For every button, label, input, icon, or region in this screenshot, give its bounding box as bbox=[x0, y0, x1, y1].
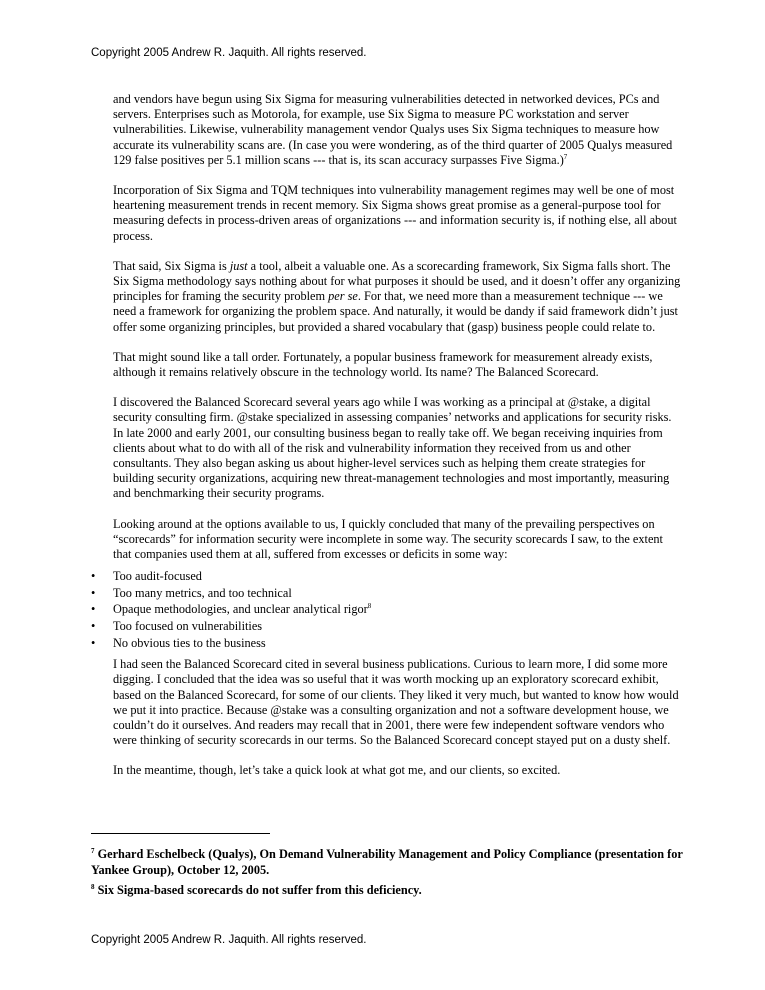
deficiency-list bbox=[91, 568, 681, 651]
paragraph-3-part-c: . For that, we need more than a measurement technique --- we need a framework for organizing the problem space. And naturally, it would be dandy if said framework didn’t just offer some organizing principles, but provided a shared vocabulary that (gasp) business people could relate to. bbox=[113, 289, 678, 334]
paragraph-3-part-a: That said, Six Sigma is bbox=[113, 258, 230, 273]
page-header: Copyright 2005 Andrew R. Jaquith. All rights reserved. bbox=[91, 47, 367, 59]
paragraph-5: I discovered the Balanced Scorecard several years ago while I was working as a principal at @stake, a digital security consulting firm. @stake specialized in assessing companies’ networks and applications for security risks. In late 2000 and early 2001, our consulting business began to really take off. We began receiving inquiries from clients about what to do with all of the risk and vulnerability information they received from us and other consultants. They also began asking us about higher-level services such as helping them create strategies for building security organizations, acquiring new threat-management technologies and most importantly, measuring and benchmarking their security programs. bbox=[113, 395, 672, 501]
list-item: • Too focused on vulnerabilities bbox=[91, 619, 263, 634]
footnote-ref-7[interactable]: 7 bbox=[563, 152, 568, 161]
bullet-icon: • bbox=[91, 635, 96, 650]
list-item: • Opaque methodologies, and unclear analytical rigor$^8$ bbox=[91, 602, 372, 617]
list-item: • No obvious ties to the business bbox=[91, 635, 266, 650]
paragraph-1 bbox=[113, 92, 681, 168]
footnote-number: 8 bbox=[91, 883, 95, 891]
page-footer: Copyright 2005 Andrew R. Jaquith. All rights reserved. bbox=[91, 934, 367, 946]
paragraph-7: I had seen the Balanced Scorecard cited in several business publications. Curious to learn more, I did some more digging. I concluded that the idea was so useful that it was worth mocking up an exploratory scorecard exhibit, based on the Balanced Scorecard, for some of our clients. They liked it very much, but wanted to know how would we put it into practice. Because @stake was a consulting organization and not a software development house, we couldn’t do it ourselves. And readers may recall that in 2001, there were few independent software vendors who were thinking of security scorecards in our terms. So the Balanced Scorecard concept stayed put on a dusty shelf. bbox=[113, 657, 679, 748]
body-text bbox=[91, 92, 681, 779]
bullet-icon: • bbox=[91, 602, 96, 617]
bullet-icon: • bbox=[91, 619, 96, 634]
paragraph-3 bbox=[113, 259, 681, 335]
footnote-separator bbox=[91, 833, 270, 834]
paragraph-4: That might sound like a tall order. Fortunately, a popular business framework for measurement already exists, although it remains relatively obscure in the technology world. Its name? The Balanced Scorecard. bbox=[113, 349, 653, 380]
footnotes bbox=[91, 846, 691, 902]
footnote-text: Gerhard Eschelbeck (Qualys), On Demand Vulnerability Management and Policy Compliance (presentation for Yankee Group), October 12, 2005. bbox=[91, 847, 683, 877]
footnote-7 bbox=[91, 846, 691, 878]
paragraph-3-part-b: a tool, albeit a valuable one. As a scorecarding framework, Six Sigma falls short. The Six Sigma methodology says nothing about for what purposes it should be used, and it doesn’t offer any organizing principles for framing the security problem bbox=[113, 258, 681, 304]
paragraph-3-emphasis-just: just bbox=[229, 258, 248, 273]
footnote-text: Six Sigma-based scorecards do not suffer from this deficiency. bbox=[94, 883, 422, 897]
paragraph-3-emphasis-per-se: per se bbox=[328, 289, 358, 304]
paragraph-8: In the meantime, though, let’s take a quick look at what got me, and our clients, so excited. bbox=[113, 763, 561, 778]
footnote-number: 7 bbox=[91, 847, 95, 855]
footnote-8 bbox=[91, 882, 691, 898]
footnote-ref-8[interactable]: 8 bbox=[367, 602, 372, 611]
bullet-icon: • bbox=[91, 585, 96, 600]
list-item: • Too many metrics, and too technical bbox=[91, 585, 292, 600]
paragraph-6: Looking around at the options available to us, I quickly concluded that many of the prevailing perspectives on “scorecards” for information security were incomplete in some way. The security scorecards I saw, to the extent that companies used them at all, suffered from excesses or deficits in some way: bbox=[113, 516, 663, 562]
list-item: • Too audit-focused bbox=[91, 569, 202, 584]
bullet-icon: • bbox=[91, 569, 96, 584]
paragraph-1-text: and vendors have begun using Six Sigma for measuring vulnerabilities detected in networked devices, PCs and servers. Enterprises such as Motorola, for example, use Six Sigma to measure PC workstation and server vulnerabilities. Likewise, vulnerability management vendor Qualys uses Six Sigma techniques to measure how accurate its vulnerability scans are. (In case you were wondering, as of the third quarter of 2005 Qualys measured 129 false positives per 5.1 million scans --- that is, its scan accuracy surpasses Five Sigma.) bbox=[113, 92, 673, 167]
paragraph-2: Incorporation of Six Sigma and TQM techniques into vulnerability management regimes may well be one of most heartening measurement trends in recent memory. Six Sigma shows great promise as a general-purpose tool for measuring defects in process-driven areas of organizations --- and information security is, if nothing else, all about process. bbox=[113, 183, 677, 243]
